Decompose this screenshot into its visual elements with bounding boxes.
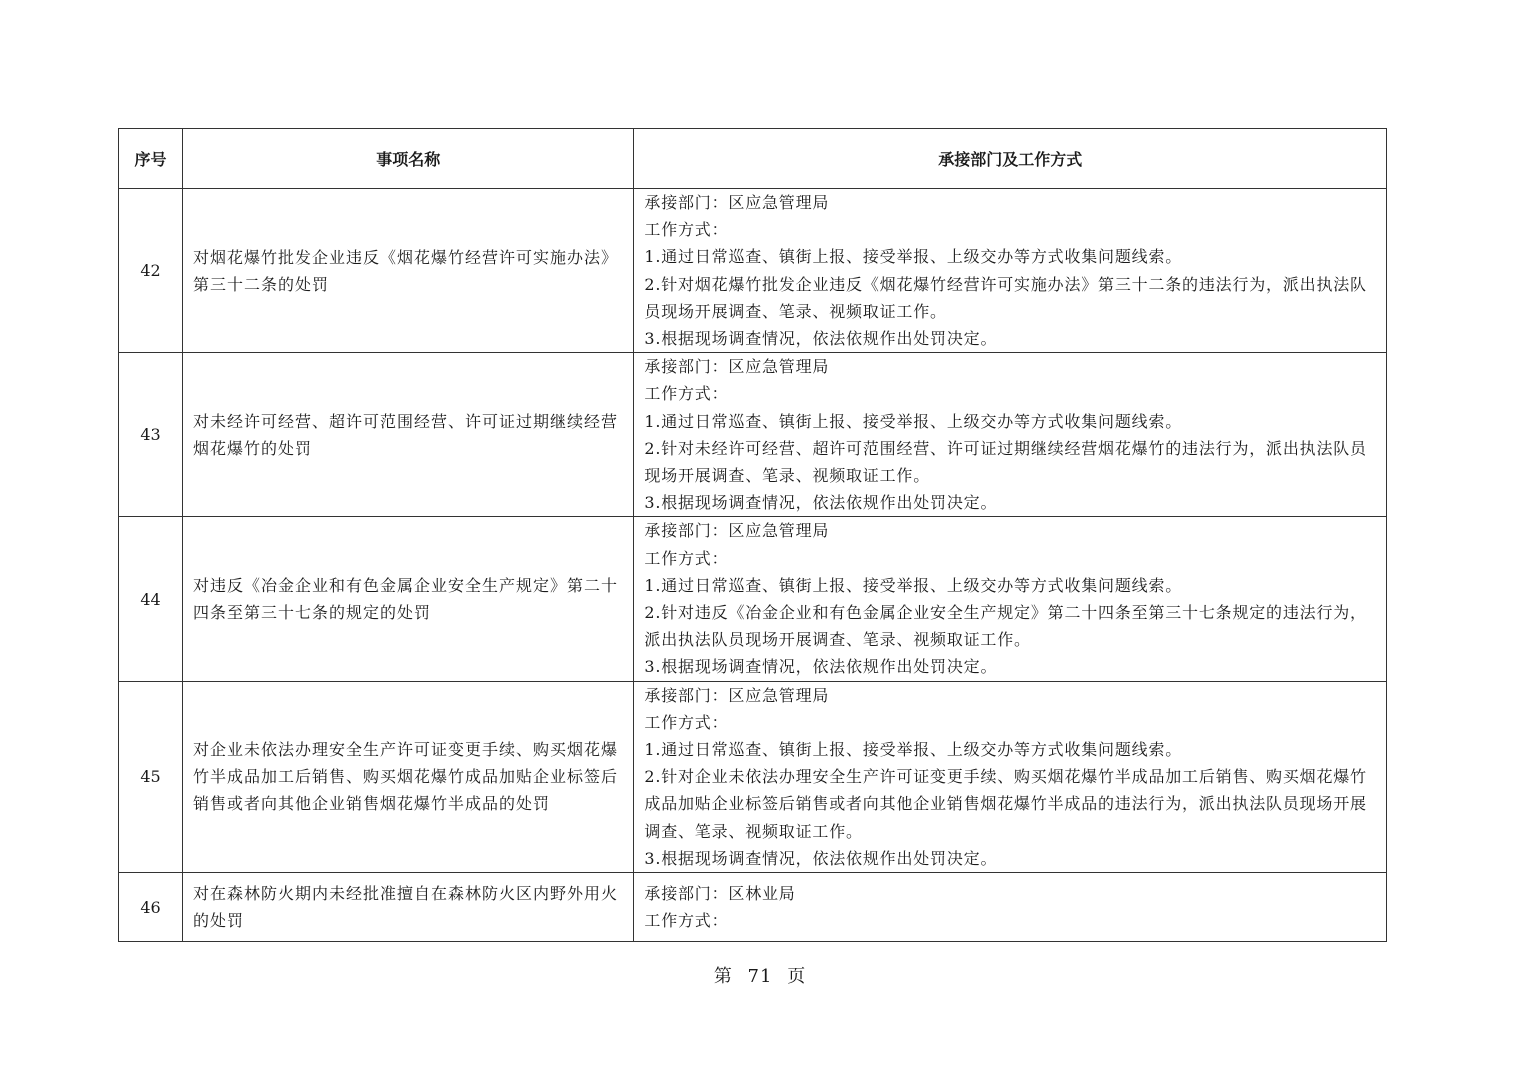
step-2: 2.针对未经许可经营、超许可范围经营、许可证过期继续经营烟花爆竹的违法行为，派出执法队员现场开展调查、笔录、视频取证工作。 [644, 438, 1367, 486]
row-seq: 46 [119, 873, 183, 942]
method-label: 工作方式： [644, 384, 729, 404]
dept-line: 承接部门：区林业局 [644, 883, 796, 903]
row-seq: 45 [119, 681, 183, 872]
page-footer [0, 962, 1520, 988]
step-2: 2.针对烟花爆竹批发企业违反《烟花爆竹经营许可实施办法》第三十二条的违法行为，派出执法队员现场开展调查、笔录、视频取证工作。 [644, 274, 1367, 321]
row-item-name: 对未经许可经营、超许可范围经营、许可证过期继续经营烟花爆竹的处罚 [183, 353, 634, 517]
row-seq: 42 [119, 189, 183, 353]
dept-line: 承接部门：区应急管理局 [644, 685, 830, 705]
table-row [119, 517, 1387, 681]
row-item-name: 对企业未依法办理安全生产许可证变更手续、购买烟花爆竹半成品加工后销售、购买烟花爆竹成品加贴企业标签后销售或者向其他企业销售烟花爆竹半成品的处罚 [183, 681, 634, 872]
dept-line: 承接部门：区应急管理局 [644, 521, 830, 541]
table-row [119, 189, 1387, 353]
row-item-name: 对烟花爆竹批发企业违反《烟花爆竹经营许可实施办法》第三十二条的处罚 [183, 189, 634, 353]
step-1: 1.通过日常巡查、镇街上报、接受举报、上级交办等方式收集问题线索。 [644, 740, 1183, 760]
table-row [119, 681, 1387, 872]
row-seq: 43 [119, 353, 183, 517]
step-2: 2.针对企业未依法办理安全生产许可证变更手续、购买烟花爆竹半成品加工后销售、购买烟花爆竹成品加贴企业标签后销售或者向其他企业销售烟花爆竹半成品的违法行为，派出执法队员现场开展调查、笔录、视频取证工作。 [644, 767, 1367, 841]
step-1: 1.通过日常巡查、镇街上报、接受举报、上级交办等方式收集问题线索。 [644, 575, 1183, 595]
step-3: 3.根据现场调查情况，依法依规作出处罚决定。 [644, 848, 998, 868]
row-dept-method [634, 353, 1387, 517]
step-2: 2.针对违反《冶金企业和有色金属企业安全生产规定》第二十四条至第三十七条规定的违法行为，派出执法队员现场开展调查、笔录、视频取证工作。 [644, 603, 1367, 650]
step-3: 3.根据现场调查情况，依法依规作出处罚决定。 [644, 329, 998, 349]
method-label: 工作方式： [644, 220, 729, 240]
table-row [119, 353, 1387, 517]
header-name: 事项名称 [183, 129, 634, 189]
table-row [119, 873, 1387, 942]
row-seq: 44 [119, 517, 183, 681]
row-dept-method [634, 873, 1387, 942]
step-3: 3.根据现场调查情况，依法依规作出处罚决定。 [644, 657, 998, 677]
method-label: 工作方式： [644, 548, 729, 568]
page-prefix: 第 [713, 966, 733, 987]
row-dept-method [634, 189, 1387, 353]
table-header-row [119, 129, 1387, 189]
row-dept-method [634, 681, 1387, 872]
row-dept-method [634, 517, 1387, 681]
step-1: 1.通过日常巡查、镇街上报、接受举报、上级交办等方式收集问题线索。 [644, 411, 1183, 431]
page-suffix: 页 [787, 966, 807, 987]
method-label: 工作方式： [644, 911, 729, 931]
step-1: 1.通过日常巡查、镇街上报、接受举报、上级交办等方式收集问题线索。 [644, 247, 1183, 267]
row-item-name: 对违反《冶金企业和有色金属企业安全生产规定》第二十四条至第三十七条的规定的处罚 [183, 517, 634, 681]
dept-line: 承接部门：区应急管理局 [644, 193, 830, 212]
dept-line: 承接部门：区应急管理局 [644, 357, 830, 377]
row-item-name: 对在森林防火期内未经批准擅自在森林防火区内野外用火的处罚 [183, 873, 634, 942]
header-dept: 承接部门及工作方式 [634, 129, 1387, 189]
page-number: 71 [747, 966, 773, 987]
method-label: 工作方式： [644, 712, 729, 732]
items-table [118, 128, 1387, 942]
header-seq: 序号 [119, 129, 183, 189]
step-3: 3.根据现场调查情况，依法依规作出处罚决定。 [644, 493, 998, 513]
